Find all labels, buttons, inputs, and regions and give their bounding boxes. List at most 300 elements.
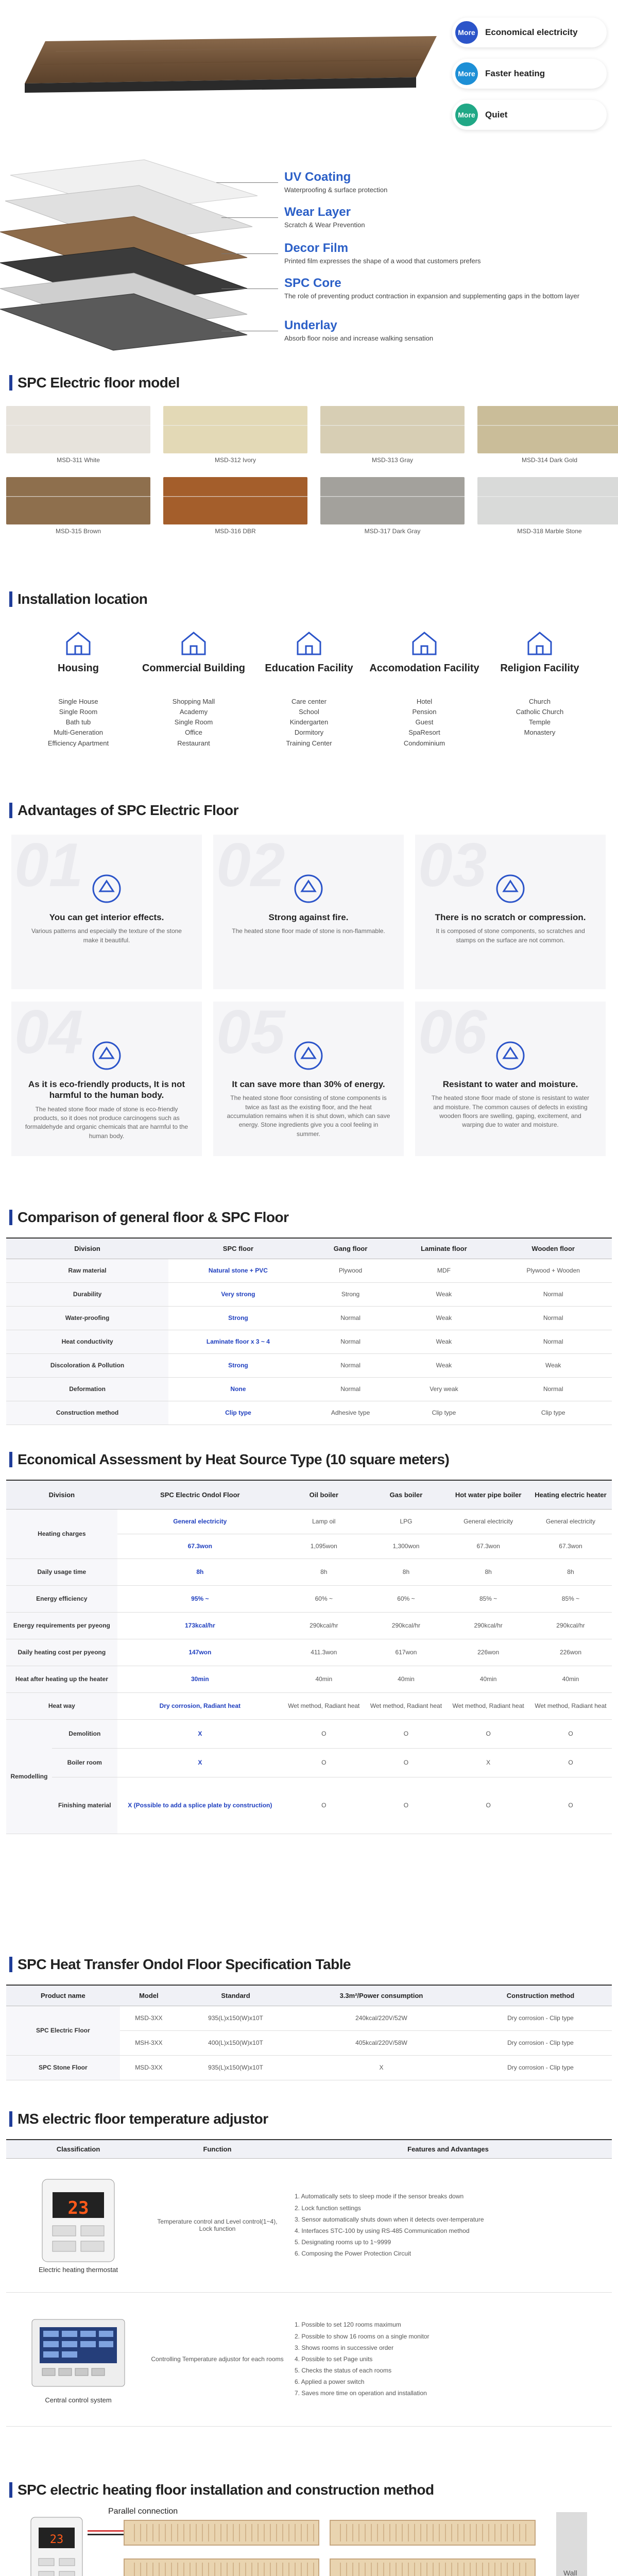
feature-list: [452, 18, 607, 141]
table-cell: O: [447, 1777, 529, 1834]
row-header: Daily usage time: [6, 1558, 117, 1585]
table-cell: 8h: [529, 1558, 612, 1585]
install-list-item: Kindergarten: [289, 718, 329, 726]
install-list-item: Bath tub: [65, 718, 91, 726]
table-cell: Normal: [494, 1306, 612, 1330]
table-row: [6, 2055, 612, 2080]
advantage-card: [11, 1002, 202, 1156]
install-list: [21, 697, 136, 749]
row-header: Energy requirements per pyeong: [6, 1612, 117, 1639]
feature-quiet: [452, 100, 607, 130]
heading-bar: [9, 2111, 12, 2127]
function-cell: Temperature control and Level control(1~4), Lock function: [150, 2158, 284, 2292]
column-header: Function: [150, 2140, 284, 2158]
spec-table: [6, 1985, 612, 2080]
column-header: Model: [120, 1985, 178, 2006]
install-list-item: SpaResort: [408, 728, 440, 737]
table-row: [6, 2158, 612, 2292]
layer-title: SPC Core: [284, 276, 341, 290]
table-cell: 290kcal/hr: [447, 1612, 529, 1639]
table-row: [6, 1585, 612, 1612]
model-card: [477, 406, 618, 464]
table-cell: 935(L)x150(W)x10T: [178, 2006, 294, 2030]
layer-desc: Waterproofing & surface protection: [284, 186, 388, 194]
install-list-item: Catholic Church: [516, 708, 564, 716]
leader-line: [221, 253, 278, 254]
heating-mat: [330, 2520, 536, 2546]
table-cell: Weak: [393, 1306, 494, 1330]
install-list-item: Efficiency Apartment: [47, 739, 109, 747]
column-header: Division: [6, 1238, 168, 1259]
install-grid: [0, 611, 618, 749]
table-cell: Clip type: [393, 1401, 494, 1425]
feature-line: 3. Shows rooms in successive order: [295, 2344, 394, 2351]
table-cell: Strong: [168, 1353, 308, 1377]
table-cell: 290kcal/hr: [365, 1612, 448, 1639]
advantage-card: [415, 835, 606, 989]
table-cell: MSH-3XX: [120, 2030, 178, 2055]
model-swatch: [163, 406, 307, 453]
section-title: MS electric floor temperature adjustor: [18, 2111, 268, 2127]
building-icon: [178, 628, 209, 658]
table-cell: O: [283, 1777, 365, 1834]
install-list-item: Hotel: [416, 698, 433, 705]
table-cell: 40min: [447, 1666, 529, 1692]
table-row: [6, 1612, 612, 1639]
table-cell: 60% ~: [283, 1585, 365, 1612]
controller-image: [26, 2512, 88, 2576]
install-list-item: Guest: [415, 718, 434, 726]
install-list: [136, 697, 251, 749]
table-cell: Dry corrosion, Radiant heat: [117, 1692, 283, 1719]
table-cell: Laminate floor x 3 ~ 4: [168, 1330, 308, 1353]
table-cell: Very strong: [168, 1282, 308, 1306]
table-cell: X: [294, 2055, 469, 2080]
heading-bar: [9, 2482, 12, 2498]
table-cell: O: [283, 1719, 365, 1748]
layers-section: [0, 139, 618, 371]
advantage-number: 06: [418, 1002, 487, 1066]
advantage-number: 01: [14, 835, 83, 900]
install-item: [251, 628, 367, 749]
table-cell: Wet method, Radiant heat: [283, 1692, 365, 1719]
heading-bar: [9, 1957, 12, 1972]
section-heading: [0, 371, 618, 395]
energy-icon: [290, 1038, 327, 1074]
install-title: Education Facility: [265, 663, 353, 674]
table-cell: General electricity: [117, 1509, 283, 1534]
install-list: [482, 697, 597, 738]
advantages-grid: [0, 822, 618, 1156]
row-header: Raw material: [6, 1259, 168, 1282]
install-list-item: Shopping Mall: [172, 698, 215, 705]
model-name: MSD-312 Ivory: [214, 456, 256, 464]
column-header: Construction method: [469, 1985, 612, 2006]
heading-bar: [9, 1210, 12, 1225]
column-header: Classification: [6, 2140, 150, 2158]
heating-mat: [124, 2558, 319, 2576]
table-cell: X: [117, 1748, 283, 1777]
wall: [556, 2512, 587, 2576]
features-cell: [284, 2292, 612, 2426]
table-cell: Dry corrosion - Clip type: [469, 2030, 612, 2055]
install-title: Religion Facility: [500, 663, 579, 674]
features-cell: [284, 2158, 612, 2292]
row-header: SPC Electric Floor: [6, 2006, 120, 2055]
install-list-item: Multi-Generation: [53, 728, 104, 737]
table-cell: Normal: [308, 1306, 393, 1330]
heading-bar: [9, 1452, 12, 1467]
table-cell: Natural stone + PVC: [168, 1259, 308, 1282]
layer-desc: Absorb floor noise and increase walking sensation: [284, 334, 434, 342]
table-row: [6, 1719, 612, 1748]
control-table: [6, 2139, 612, 2427]
table-cell: 8h: [365, 1558, 448, 1585]
row-header: Demolition: [52, 1719, 117, 1748]
table-row: [6, 1692, 612, 1719]
table-cell: 226won: [447, 1639, 529, 1666]
install-title: Accomodation Facility: [369, 663, 479, 674]
eco-icon: [89, 1038, 125, 1074]
section-heading: [0, 587, 618, 611]
install-title: Housing: [58, 663, 99, 674]
column-header: Wooden floor: [494, 1238, 612, 1259]
row-header: Heat way: [6, 1692, 117, 1719]
interior-icon: [89, 871, 125, 907]
feature-economical: [452, 18, 607, 47]
table-row: [6, 1377, 612, 1401]
svg-text:23: 23: [49, 2533, 64, 2546]
advantage-number: 05: [216, 1002, 285, 1066]
row-header: Construction method: [6, 1401, 168, 1425]
table-cell: 935(L)x150(W)x10T: [178, 2055, 294, 2080]
table-cell: Normal: [308, 1377, 393, 1401]
section-title: SPC Electric floor model: [18, 375, 180, 391]
table-cell: Dry corrosion - Clip type: [469, 2055, 612, 2080]
advantage-title: As it is eco-friendly products, It is not harmful to the human body.: [28, 1079, 185, 1100]
heading-bar: [9, 375, 12, 391]
table-row: [6, 1777, 612, 1834]
table-cell: Strong: [308, 1282, 393, 1306]
feature-line: 5. Checks the status of each rooms: [295, 2367, 392, 2375]
table-cell: O: [447, 1719, 529, 1748]
table-cell: 405kcal/220V/58W: [294, 2030, 469, 2055]
install-list: [367, 697, 482, 749]
layer-desc: Printed film expresses the shape of a wood that customers prefers: [284, 257, 481, 265]
table-cell: None: [168, 1377, 308, 1401]
table-row: [6, 1639, 612, 1666]
function-cell: Controlling Temperature adjustor for each rooms: [150, 2292, 284, 2426]
economic-section: [0, 1448, 618, 1953]
row-header: Finishing material: [52, 1777, 117, 1834]
table-cell: 60% ~: [365, 1585, 448, 1612]
install-list-item: Dormitory: [294, 728, 324, 737]
section-title: Comparison of general floor & SPC Floor: [18, 1209, 289, 1225]
table-cell: Lamp oil: [283, 1509, 365, 1534]
table-cell: Normal: [308, 1330, 393, 1353]
table-cell: MSD-3XX: [120, 2006, 178, 2030]
row-header: Water-proofing: [6, 1306, 168, 1330]
feature-line: 2. Possible to show 16 rooms on a single monitor: [295, 2332, 430, 2340]
table-cell: 67.3won: [447, 1534, 529, 1558]
model-card: [163, 477, 307, 535]
install-item: [136, 628, 251, 749]
table-cell: 40min: [283, 1666, 365, 1692]
layer-title: Decor Film: [284, 241, 349, 255]
table-cell: Weak: [393, 1330, 494, 1353]
install-list-item: Single Room: [174, 718, 213, 726]
feature-label: Quiet: [485, 109, 508, 120]
classification-cell: [6, 2158, 150, 2292]
table-cell: O: [529, 1748, 612, 1777]
model-name: MSD-315 Brown: [55, 528, 101, 535]
comparison-table: [6, 1238, 612, 1425]
advantage-number: 04: [14, 1002, 83, 1066]
economic-table: [6, 1480, 612, 1834]
table-cell: Dry corrosion - Clip type: [469, 2006, 612, 2030]
layer-decor-film: [284, 241, 604, 266]
school-icon: [294, 628, 324, 658]
row-header: Deformation: [6, 1377, 168, 1401]
section-heading: [0, 2478, 618, 2502]
section-heading: [0, 799, 618, 822]
table-cell: X (Possible to add a splice plate by construction): [117, 1777, 283, 1834]
layer-underlay: [284, 318, 604, 343]
model-card: [6, 406, 150, 464]
install-list-item: School: [299, 708, 319, 716]
layer-spc-core: [284, 276, 604, 301]
feature-line: 1. Automatically sets to sleep mode if the sensor breaks down: [295, 2193, 464, 2200]
table-row: [6, 1401, 612, 1425]
row-header: SPC Stone Floor: [6, 2055, 120, 2080]
feature-badge: More: [455, 21, 478, 44]
thermostat-display-value: 23: [67, 2198, 89, 2218]
table-cell: O: [365, 1777, 448, 1834]
leader-line: [216, 182, 278, 183]
feature-line: 4. Interfaces STC-100 by using RS-485 Communication method: [295, 2227, 470, 2234]
table-cell: O: [365, 1719, 448, 1748]
heating-mat: [330, 2558, 536, 2576]
model-name: MSD-318 Marble Stone: [517, 528, 582, 535]
install-list-item: Monastery: [524, 728, 556, 737]
water-icon: [492, 1038, 528, 1074]
advantage-title: Strong against fire.: [268, 912, 349, 922]
column-header: Hot water pipe boiler: [447, 1480, 529, 1509]
heating-mat: [124, 2520, 319, 2546]
table-row: [6, 1282, 612, 1306]
feature-line: 4. Possible to set Page units: [295, 2355, 373, 2363]
column-header: Standard: [178, 1985, 294, 2006]
feature-line: 3. Sensor automatically shuts down when it detects over-temperature: [295, 2215, 484, 2223]
model-swatch: [477, 406, 618, 453]
table-cell: 1,300won: [365, 1534, 448, 1558]
table-cell: Weak: [393, 1353, 494, 1377]
row-header: Energy efficiency: [6, 1585, 117, 1612]
hotel-icon: [409, 628, 440, 658]
table-cell: 40min: [529, 1666, 612, 1692]
table-cell: 290kcal/hr: [529, 1612, 612, 1639]
table-cell: 1,095won: [283, 1534, 365, 1558]
table-row: [6, 1748, 612, 1777]
install-list-item: Single Room: [59, 708, 98, 716]
comparison-section: [0, 1206, 618, 1448]
model-swatch: [477, 477, 618, 524]
table-row: [6, 1509, 612, 1534]
model-name: MSD-314 Dark Gold: [521, 456, 578, 464]
column-header: 3.3m²/Power consumption: [294, 1985, 469, 2006]
fire-icon: [290, 871, 327, 907]
install-list-item: Restaurant: [177, 739, 210, 747]
section-heading: [0, 2107, 618, 2131]
model-name: MSD-317 Dark Gray: [364, 528, 421, 535]
classification-name: Central control system: [45, 2396, 112, 2404]
row-header: Heat conductivity: [6, 1330, 168, 1353]
table-cell: Strong: [168, 1306, 308, 1330]
advantage-title: Resistant to water and moisture.: [442, 1079, 578, 1089]
table-cell: General electricity: [529, 1509, 612, 1534]
table-row: [6, 1353, 612, 1377]
table-cell: O: [529, 1719, 612, 1748]
column-header: Gas boiler: [365, 1480, 448, 1509]
layer-desc: The role of preventing product contraction in expansion and supplementing gaps in the bottom layer: [284, 292, 580, 300]
install-list-item: Care center: [291, 698, 327, 705]
features-list: [295, 2191, 602, 2259]
install-title: Commercial Building: [142, 663, 246, 674]
table-cell: Very weak: [393, 1377, 494, 1401]
classification-name: Electric heating thermostat: [39, 2266, 118, 2274]
table-cell: O: [283, 1748, 365, 1777]
table-cell: Normal: [494, 1377, 612, 1401]
advantage-desc: Various patterns and especially the texture of the stone make it beautiful.: [31, 927, 182, 944]
row-header: Heating charges: [6, 1509, 117, 1558]
room-control-diagram: [0, 2502, 618, 2576]
row-header: Heat after heating up the heater: [6, 1666, 117, 1692]
advantage-card: [11, 835, 202, 989]
model-name: MSD-313 Gray: [371, 456, 414, 464]
layer-title: UV Coating: [284, 170, 351, 184]
table-cell: Normal: [308, 1353, 393, 1377]
table-cell: 67.3won: [529, 1534, 612, 1558]
advantage-desc: The heated stone floor consisting of stone components is twice as fast as the existing floor, and the heat accumulation remains when it is shut down, which can save energy. Stone ingredients give you a cool feeling in summer.: [227, 1094, 390, 1138]
table-cell: 8h: [283, 1558, 365, 1585]
advantage-title: It can save more than 30% of energy.: [232, 1079, 385, 1089]
table-cell: General electricity: [447, 1509, 529, 1534]
advantage-desc: It is composed of stone components, so scratches and stamps on the surface are not common.: [436, 927, 585, 944]
row-header: Daily heating cost per pyeong: [6, 1639, 117, 1666]
table-cell: MSD-3XX: [120, 2055, 178, 2080]
table-cell: 617won: [365, 1639, 448, 1666]
feature-faster-heating: [452, 59, 607, 89]
table-cell: LPG: [365, 1509, 448, 1534]
column-header: Division: [6, 1480, 117, 1509]
table-cell: Wet method, Radiant heat: [365, 1692, 448, 1719]
column-header: Laminate floor: [393, 1238, 494, 1259]
layer-structure-image: [0, 139, 288, 371]
advantage-number: 02: [216, 835, 285, 900]
advantage-desc: The heated stone floor made of stone is resistant to water and moisture. The common causes of defects in existing wooden floors are swelling, gaping, excitement, and warping due to water and moisture.: [431, 1094, 590, 1129]
table-row: [6, 1330, 612, 1353]
house-icon: [63, 628, 94, 658]
install-list-item: Church: [529, 698, 551, 705]
advantage-card: [213, 835, 404, 989]
table-cell: 290kcal/hr: [283, 1612, 365, 1639]
feature-line: 1. Possible to set 120 rooms maximum: [295, 2321, 401, 2329]
table-cell: 411.3won: [283, 1639, 365, 1666]
table-cell: 240kcal/220V/52W: [294, 2006, 469, 2030]
row-header: Durability: [6, 1282, 168, 1306]
table-header-row: [6, 1985, 612, 2006]
column-header: Oil boiler: [283, 1480, 365, 1509]
feature-label: Economical electricity: [485, 27, 578, 37]
install-section: [0, 587, 618, 799]
table-cell: O: [529, 1777, 612, 1834]
column-header: SPC Electric Ondol Floor: [117, 1480, 283, 1509]
table-header-row: [6, 1480, 612, 1509]
feature-line: 6. Applied a power switch: [295, 2378, 365, 2386]
row-header: Boiler room: [52, 1748, 117, 1777]
section-title: Installation location: [18, 591, 148, 607]
table-cell: Clip type: [494, 1401, 612, 1425]
table-cell: 8h: [117, 1558, 283, 1585]
section-title: Advantages of SPC Electric Floor: [18, 802, 238, 818]
column-header: SPC floor: [168, 1238, 308, 1259]
table-cell: Wet method, Radiant heat: [529, 1692, 612, 1719]
row-header: Discoloration & Pollution: [6, 1353, 168, 1377]
table-cell: 173kcal/hr: [117, 1612, 283, 1639]
feature-label: Faster heating: [485, 68, 545, 78]
model-name: MSD-316 DBR: [215, 528, 256, 535]
table-cell: X: [117, 1719, 283, 1748]
column-header: Heating electric heater: [529, 1480, 612, 1509]
install-list: [251, 697, 367, 749]
table-row: [6, 1306, 612, 1330]
install-list-item: Pension: [412, 708, 437, 716]
table-cell: 95% ~: [117, 1585, 283, 1612]
advantage-desc: The heated stone floor made of stone is eco-friendly products, so it does not produce carcinogens such as formaldehyde and organic chemicals that are harmful to the human body.: [25, 1105, 188, 1140]
spec-section: [0, 1953, 618, 2107]
install-list-item: Academy: [179, 708, 208, 716]
section-heading: [0, 1206, 618, 1229]
table-cell: Weak: [494, 1353, 612, 1377]
advantage-card: [213, 1002, 404, 1156]
advantage-card: [415, 1002, 606, 1156]
install-list-item: Single House: [58, 698, 98, 705]
section-title: SPC Heat Transfer Ondol Floor Specification Table: [18, 1956, 351, 1972]
feature-line: 7. Saves more time on operation and installation: [295, 2389, 427, 2397]
model-card: [6, 477, 150, 535]
parallel-connection-label: Parallel connection: [108, 2507, 178, 2516]
table-cell: X: [447, 1748, 529, 1777]
leader-line: [221, 217, 278, 218]
model-swatch: [6, 477, 150, 524]
table-row: [6, 2292, 612, 2426]
advantage-title: You can get interior effects.: [49, 912, 164, 922]
table-cell: Clip type: [168, 1401, 308, 1425]
control-section: [0, 2107, 618, 2478]
install-list-item: Office: [185, 728, 202, 737]
scratch-icon: [492, 871, 528, 907]
heading-bar: [9, 803, 12, 818]
feature-line: 5. Designating rooms up to 1~9999: [295, 2239, 391, 2246]
model-swatch: [320, 406, 465, 453]
install-item: [367, 628, 482, 749]
classification-cell: [6, 2292, 150, 2426]
model-name: MSD-311 White: [57, 456, 100, 464]
layer-desc: Scratch & Wear Prevention: [284, 221, 365, 229]
model-card: [320, 477, 465, 535]
table-cell: MDF: [393, 1259, 494, 1282]
model-card: [477, 477, 618, 535]
